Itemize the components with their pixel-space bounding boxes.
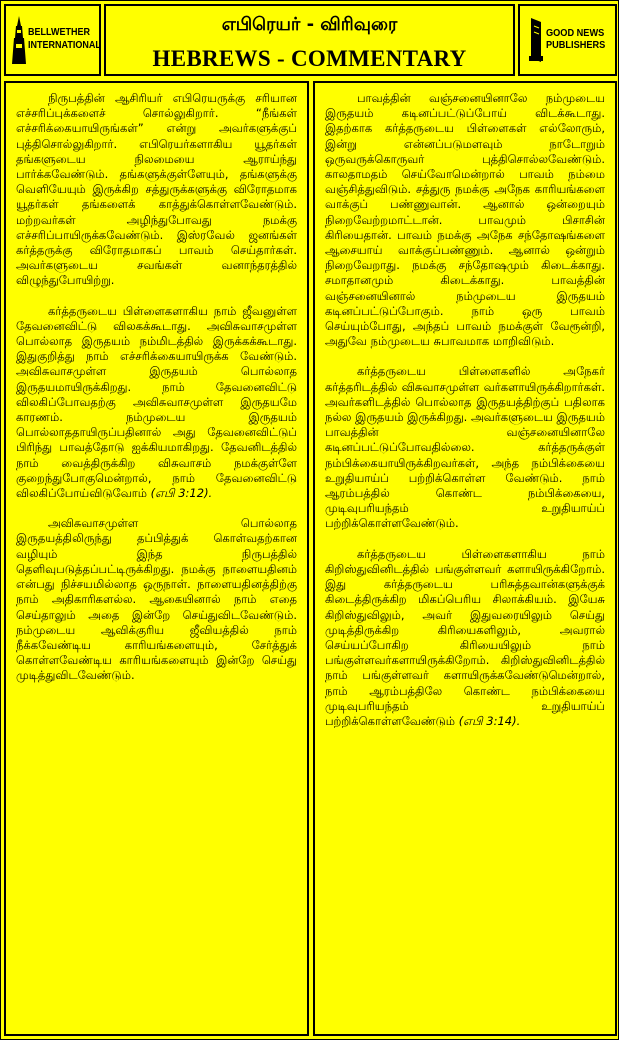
verse-reference: (எபி 3:14). [458, 713, 521, 728]
logo-left-line2: INTERNATIONAL [28, 40, 101, 51]
verse-reference: (எபி 3:12). [150, 486, 213, 501]
title-box [104, 4, 515, 76]
right-paragraph-3-text: கர்த்தருடைய பிள்ளைகளாகிய நாம் கிறிஸ்துவினிடத்தில் பங்குள்ளவர் களாயிருக்கிறோம். இது கர்த்தருடைய பரிசுத்தவான்களுக்குக் கிடைத்திருக்கிற மிகப்பெரிய சிலாக்கியம். இயேசு கிறிஸ்துவிலும், அவர் இதுவரையிலும் செய்து முடித்திருக்கிற கிரியைகளிலும், அவரால் செய்யப்போகிற கிரியையிலும் நாம் பங்குள்ளவர்களாயிருக்கிறோம். கிறிஸ்துவினிடத்தில் நாம் பங்குள்ளவர் களாயிருக்கவேண்டுமென்றால், நாம் ஆரம்பத்திலே கொண்ட நம்பிக்கையை முடிவுபரியந்தம் உறுதியாய்ப் பற்றிக்கொள்ளவேண்டும் [325, 546, 605, 728]
title-tamil: எபிரெயர் - விரிவுரை [221, 14, 398, 35]
right-paragraph-1: பாவத்தின் வஞ்சனையினாலே நம்முடைய இருதயம் கடினப்பட்டுப்போய் விடக்கூடாது. இதற்காக கர்த்தருடைய பிள்ளைகள் எல்லோரும், இன்று என்னப்படுமளவும் நாடோறும் ஒருவருக்கொருவர் புத்திசொல்லவேண்டும். காலதாமதம் செய்வோமென்றால் பாவம் நம்மை வஞ்சித்துவிடும். சத்துரு நமக்கு அநேக காரியங்களை வாக்குப் பண்ணுவான். ஆனால் ஒன்றையும் நிறைவேற்றமாட்டான். பாவமும் பிசாசின் கிரியைதான். பாவம் நமக்கு அநேக சந்தோஷங்களை ஆசையாய் வாக்குப்பண்ணும். ஆனால் ஒன்றும் நிறைவேறாது. நமக்கு சந்தோஷமும் கிடைக்காது. சமாதானமும் கிடைக்காது. பாவத்தின் வஞ்சனையினால் நம்முடைய இருதயம் கடினப்பட்டுப்போகும். நாம் ஒரு பாவம் செய்யும்போது, அந்தப் பாவம் நமக்குள் வேரூன்றி, அதுவே நம்முடைய சுபாவமாக மாறிவிடும். [325, 91, 605, 349]
header [4, 4, 617, 76]
logo-left-line1: BELLWETHER [28, 27, 91, 38]
bellwether-logo [4, 4, 101, 76]
right-column [313, 81, 617, 1036]
left-paragraph-2-text: கர்த்தருடைய பிள்ளைகளாகிய நாம் ஜீவனுள்ள தேவனைவிட்டு விலகக்கூடாது. அவிசுவாசமுள்ள பொல்லாத இருதயம் நம்மிடத்தில் இருக்கக்கூடாது. இதுகுறித்து நாம் எச்சரிக்கையாயிருக்க வேண்டும். அவிசுவாசமுள்ள இருதயம் பொல்லாத இருதயமாயிருக்கிறது. நாம் தேவனைவிட்டு விலகிப்போவதற்கு அவிசுவாசமுள்ள இருதயமே காரணம். நம்முடைய இருதயம் பொல்லாததாயிருப்பதினால் அது தேவனைவிட்டுப் பிரிந்து பாவத்தோடு ஐக்கியமாகிறது. தேவனிடத்தில் நாம் வைத்திருக்கிற விசுவாசம் நமக்குள்ளே குறைந்துபோகுமென்றால், நாம் தேவனைவிட்டு விலகிப்போய்விடுவோம் [16, 303, 297, 501]
left-paragraph-3: அவிசுவாசமுள்ள பொல்லாத இருதயத்திலிருந்து தப்பித்துக் கொள்வதற்கான வழியும் இந்த நிருபத்தில் தெளிவுபடுத்தப்பட்டிருக்கிறது. நமக்கு நாளையதினம் என்பது நிச்சயமில்லாத ஒருநாள். நாளையதினத்திற்கு நாம் அதிகாரிகளல்ல. ஆகையினால் நாம் எதை செய்தாலும் அதை இன்றே செய்துவிடவேண்டும். நம்முடைய ஆவிக்குரிய ஜீவியத்தில் நாம் நீக்கவேண்டிய காரியங்களையும், சேர்த்துக் கொள்ளவேண்டிய காரியங்களையும் இன்றே செய்து முடித்துவிடவேண்டும். [16, 516, 297, 683]
bellwether-logo-text [28, 26, 101, 52]
right-paragraph-3 [325, 547, 605, 729]
tower-icon [12, 16, 26, 64]
left-paragraph-2 [16, 304, 297, 502]
left-paragraph-1: நிருபத்தின் ஆசிரியர் எபிரெயருக்கு சரியான எச்சரிப்புக்களைச் சொல்லுகிறார். “நீங்கள் எச்சரிக்கையாயிருங்கள்” என்று அவர்களுக்குப் புத்திசொல்லுகிறார். எபிரெயர்களாகிய யூதர்கள் தங்களுடைய நிலமையை ஆராய்ந்து பார்க்கவேண்டும். தங்களுக்குள்ளேயும், தங்களுக்கு வெளியேயும் இருக்கிற சத்துருக்களுக்கு விரோதமாக யூதர்கள் தங்களைக் காத்துக்கொள்ளவேண்டும். மற்றவர்கள் அழிந்துபோவது நமக்கு எச்சரிப்பாயிருக்கவேண்டும். இஸ்ரவேல் ஜனங்கள் கர்த்தருக்கு விரோதமாகப் பாவம் செய்தார்கள். அவர்களுடைய சவங்கள் வனாந்தரத்தில் விழுந்துபோயிற்று. [16, 91, 297, 288]
logo-right-line1: GOOD NEWS [546, 28, 605, 39]
title-english: HEBREWS - COMMENTARY [152, 46, 467, 71]
logo-right-line2: PUBLISHERS [546, 40, 606, 51]
good-news-logo-text [546, 28, 605, 52]
right-paragraph-2: கர்த்தருடைய பிள்ளைகளில் அநேகர் கர்த்தரிடத்தில் விசுவாசமுள்ள வர்களாயிருக்கிறார்கள். அவர்களிடத்தில் பொல்லாத இருதயத்திற்குப் பதிலாக நல்ல இருதயம் இருக்கிறது. அவர்களுடைய இருதயம் பாவத்தின் வஞ்சனையினாலே கடினப்பட்டுப்போவதில்லை. கர்த்தருக்குள் நம்பிக்கையாயிருக்கிறவர்கள், அந்த நம்பிக்கையை உறுதியாய்ப் பற்றிக்கொள்ள வேண்டும். நாம் ஆரம்பத்தில் கொண்ட நம்பிக்கையை, முடிவுபரியந்தம் உறுதியாய்ப் பற்றிக்கொள்ளவேண்டும். [325, 364, 605, 531]
left-column [4, 81, 309, 1036]
good-news-logo [518, 4, 617, 76]
book-icon [528, 18, 544, 62]
